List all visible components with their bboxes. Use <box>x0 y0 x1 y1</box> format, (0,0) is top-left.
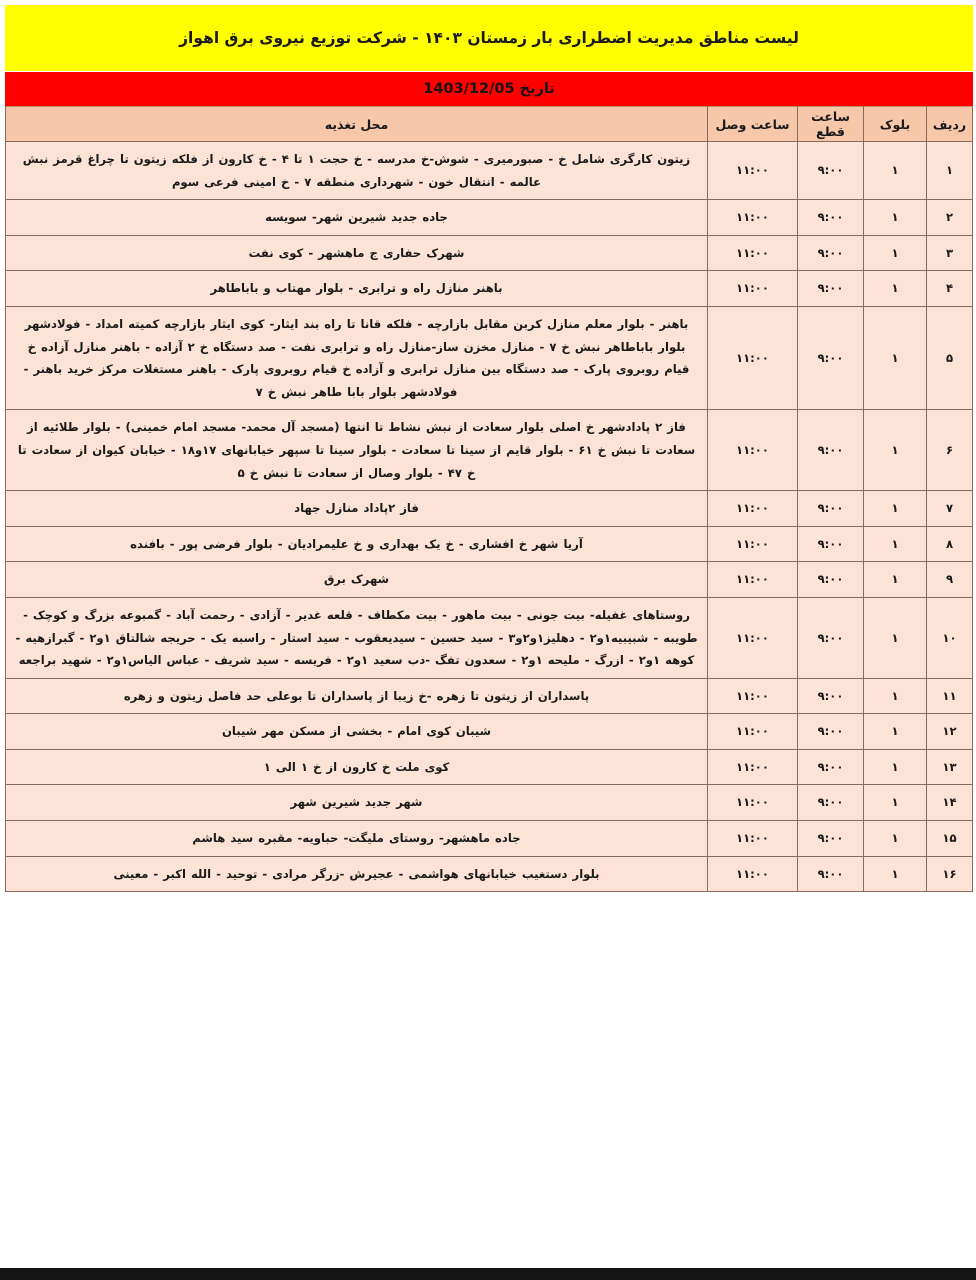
table-row <box>6 271 973 307</box>
cell-radif: ۱۵ <box>927 821 973 857</box>
table-row <box>6 597 973 678</box>
cell-radif: ۳ <box>927 235 973 271</box>
cell-radif: ۱۲ <box>927 714 973 750</box>
cell-radif: ۵ <box>927 306 973 409</box>
table-body <box>6 142 973 892</box>
cell-vasl: ۱۱:۰۰ <box>708 491 798 527</box>
cell-ghat: ۹:۰۰ <box>798 142 864 200</box>
cell-radif: ۱ <box>927 142 973 200</box>
cell-radif: ۱۰ <box>927 597 973 678</box>
cell-location: باهنر - بلوار معلم منازل کربن مقابل بازارچه - فلکه قانا تا راه بند ایثار- کوی ایثار بازارچه کمیته امداد - فولادشهر بلوار باباطاهر نبش خ ۷ - منازل مخزن ساز-منازل راه و ترابری نفت - صد دستگاه خ ۲ آزاده - باهنر منازل آزاده خ قیام روبروی پارک - صد دستگاه بین منازل ترابری و آزاده خ قیام روبروی پارک - باهنر مستغلات مرکز خرید باهنر - فولادشهر بلوار بابا طاهر نبش خ ۷ <box>6 306 708 409</box>
cell-vasl: ۱۱:۰۰ <box>708 856 798 892</box>
cell-ghat: ۹:۰۰ <box>798 821 864 857</box>
cell-block: ۱ <box>864 526 927 562</box>
cell-vasl: ۱۱:۰۰ <box>708 410 798 491</box>
cell-block: ۱ <box>864 785 927 821</box>
cell-ghat: ۹:۰۰ <box>798 410 864 491</box>
cell-block: ۱ <box>864 597 927 678</box>
table-row <box>6 410 973 491</box>
cell-ghat: ۹:۰۰ <box>798 526 864 562</box>
schedule-table-wrapper <box>5 106 973 1280</box>
table-row <box>6 235 973 271</box>
cell-vasl: ۱۱:۰۰ <box>708 562 798 598</box>
table-row <box>6 678 973 714</box>
cell-block: ۱ <box>864 491 927 527</box>
page-title: لیست مناطق مدیریت اضطراری بار زمستان ۱۴۰۳ - شرکت توزیع نیروی برق اهواز <box>179 28 799 47</box>
cell-radif: ۱۱ <box>927 678 973 714</box>
cell-location: بلوار دستغیب خیابانهای هواشمی - عجیرش -زرگر مرادی - توحید - الله اکبر - معینی <box>6 856 708 892</box>
table-row <box>6 142 973 200</box>
cell-radif: ۱۳ <box>927 749 973 785</box>
table-row <box>6 562 973 598</box>
column-header-radif: ردیف <box>927 107 973 142</box>
cell-vasl: ۱۱:۰۰ <box>708 271 798 307</box>
cell-location: فاز ۲ پاداد‌شهر خ اصلی بلوار سعادت از نبش نشاط تا انتها (مسجد آل محمد- مسجد امام خمینی) - بلوار طلائیه از سعادت تا نبش خ ۶۱ - بلوار قایم از سینا تا سعادت - بلوار سینا تا سپهر خیابانهای ۱۷و۱۸ - خیابان کیوان از سعادت تا خ ۴۷ - بلوار وصال از سعادت تا نبش خ ۵ <box>6 410 708 491</box>
cell-location: کوی ملت خ کارون از خ ۱ الی ۱ <box>6 749 708 785</box>
cell-ghat: ۹:۰۰ <box>798 714 864 750</box>
cell-block: ۱ <box>864 749 927 785</box>
cell-block: ۱ <box>864 714 927 750</box>
cell-vasl: ۱۱:۰۰ <box>708 749 798 785</box>
table-header-row <box>6 107 973 142</box>
cell-ghat: ۹:۰۰ <box>798 749 864 785</box>
cell-location: زیتون کارگری شامل خ - صبورمیری - شوش-خ مدرسه - خ حجت ۱ تا ۴ - خ کارون از فلکه زیتون تا چراغ قرمز نبش عالمه - انتقال خون - شهرداری منطقه ۷ - خ امینی فرعی سوم <box>6 142 708 200</box>
cell-vasl: ۱۱:۰۰ <box>708 142 798 200</box>
cell-ghat: ۹:۰۰ <box>798 271 864 307</box>
cell-radif: ۹ <box>927 562 973 598</box>
title-banner <box>5 5 973 71</box>
cell-radif: ۱۴ <box>927 785 973 821</box>
cell-location: شیبان کوی امام - بخشی از مسکن مهر شیبان <box>6 714 708 750</box>
cell-vasl: ۱۱:۰۰ <box>708 678 798 714</box>
table-head <box>6 107 973 142</box>
cell-block: ۱ <box>864 271 927 307</box>
cell-block: ۱ <box>864 678 927 714</box>
cell-block: ۱ <box>864 142 927 200</box>
column-header-vasl: ساعت وصل <box>708 107 798 142</box>
cell-radif: ۴ <box>927 271 973 307</box>
table-row <box>6 856 973 892</box>
cell-ghat: ۹:۰۰ <box>798 491 864 527</box>
cell-ghat: ۹:۰۰ <box>798 235 864 271</box>
cell-block: ۱ <box>864 562 927 598</box>
cell-vasl: ۱۱:۰۰ <box>708 821 798 857</box>
cell-location: آریا شهر خ افشاری - خ یک بهداری و خ علیمرادیان - بلوار فرضی پور - بافنده <box>6 526 708 562</box>
cell-ghat: ۹:۰۰ <box>798 306 864 409</box>
date-label: تاریخ 1403/12/05 <box>423 81 555 97</box>
cell-location: روستاهای غفیله- بیت جونی - بیت ماهور - بیت مکطاف - قلعه غدیر - آزادی - رحمت آباد - گمبوعه بزرگ و کوچک - طویبه - شبیبیه۱و۲ - دهلیز۱و۲و۳ - سید حسین - سیدیعقوب - سید استار - راسبه یک - حریجه شالتاق ۱و۲ - گبرازهیه - کوهه ۱و۲ - ازرگ - ملیحه ۱و۲ - سعدون تفگ -دب سعید ۱و۲ - فریسه - سید شریف - عباس الیاس۱و۲ - شهید براجعه <box>6 597 708 678</box>
cell-ghat: ۹:۰۰ <box>798 562 864 598</box>
table-row <box>6 749 973 785</box>
cell-location: باهنر منازل راه و ترابری - بلوار مهتاب و باباطاهر <box>6 271 708 307</box>
cell-vasl: ۱۱:۰۰ <box>708 306 798 409</box>
cell-radif: ۷ <box>927 491 973 527</box>
bottom-strip <box>0 1268 976 1280</box>
cell-location: فاز ۲پاداد منازل جهاد <box>6 491 708 527</box>
cell-location: پاسداران از زیتون تا زهره -خ زیبا از پاسداران تا بوعلی حد فاصل زیتون و زهره <box>6 678 708 714</box>
cell-vasl: ۱۱:۰۰ <box>708 200 798 236</box>
table-row <box>6 821 973 857</box>
cell-radif: ۶ <box>927 410 973 491</box>
cell-block: ۱ <box>864 410 927 491</box>
cell-ghat: ۹:۰۰ <box>798 597 864 678</box>
table-row <box>6 785 973 821</box>
cell-vasl: ۱۱:۰۰ <box>708 597 798 678</box>
cell-block: ۱ <box>864 306 927 409</box>
table-row <box>6 526 973 562</box>
cell-block: ۱ <box>864 856 927 892</box>
table-row <box>6 306 973 409</box>
cell-ghat: ۹:۰۰ <box>798 200 864 236</box>
table-row <box>6 714 973 750</box>
cell-vasl: ۱۱:۰۰ <box>708 785 798 821</box>
cell-ghat: ۹:۰۰ <box>798 678 864 714</box>
table-row <box>6 200 973 236</box>
cell-ghat: ۹:۰۰ <box>798 785 864 821</box>
column-header-location: محل تغذیه <box>6 107 708 142</box>
cell-location: شهر جدید شیرین شهر <box>6 785 708 821</box>
cell-ghat: ۹:۰۰ <box>798 856 864 892</box>
date-banner <box>5 72 973 106</box>
cell-vasl: ۱۱:۰۰ <box>708 235 798 271</box>
cell-radif: ۲ <box>927 200 973 236</box>
schedule-table <box>5 106 973 892</box>
cell-location: جاده جدید شیرین شهر- سویسه <box>6 200 708 236</box>
column-header-ghat: ساعت قطع <box>798 107 864 142</box>
table-row <box>6 491 973 527</box>
cell-block: ۱ <box>864 821 927 857</box>
cell-location: جاده ماهشهر- روستای ملیگت- حباویه- مقبره سید هاشم <box>6 821 708 857</box>
cell-radif: ۸ <box>927 526 973 562</box>
cell-vasl: ۱۱:۰۰ <box>708 714 798 750</box>
cell-block: ۱ <box>864 235 927 271</box>
cell-block: ۱ <box>864 200 927 236</box>
cell-radif: ۱۶ <box>927 856 973 892</box>
column-header-block: بلوک <box>864 107 927 142</box>
cell-vasl: ۱۱:۰۰ <box>708 526 798 562</box>
cell-location: شهرک حفاری ج ماهشهر - کوی نفت <box>6 235 708 271</box>
cell-location: شهرک برق <box>6 562 708 598</box>
